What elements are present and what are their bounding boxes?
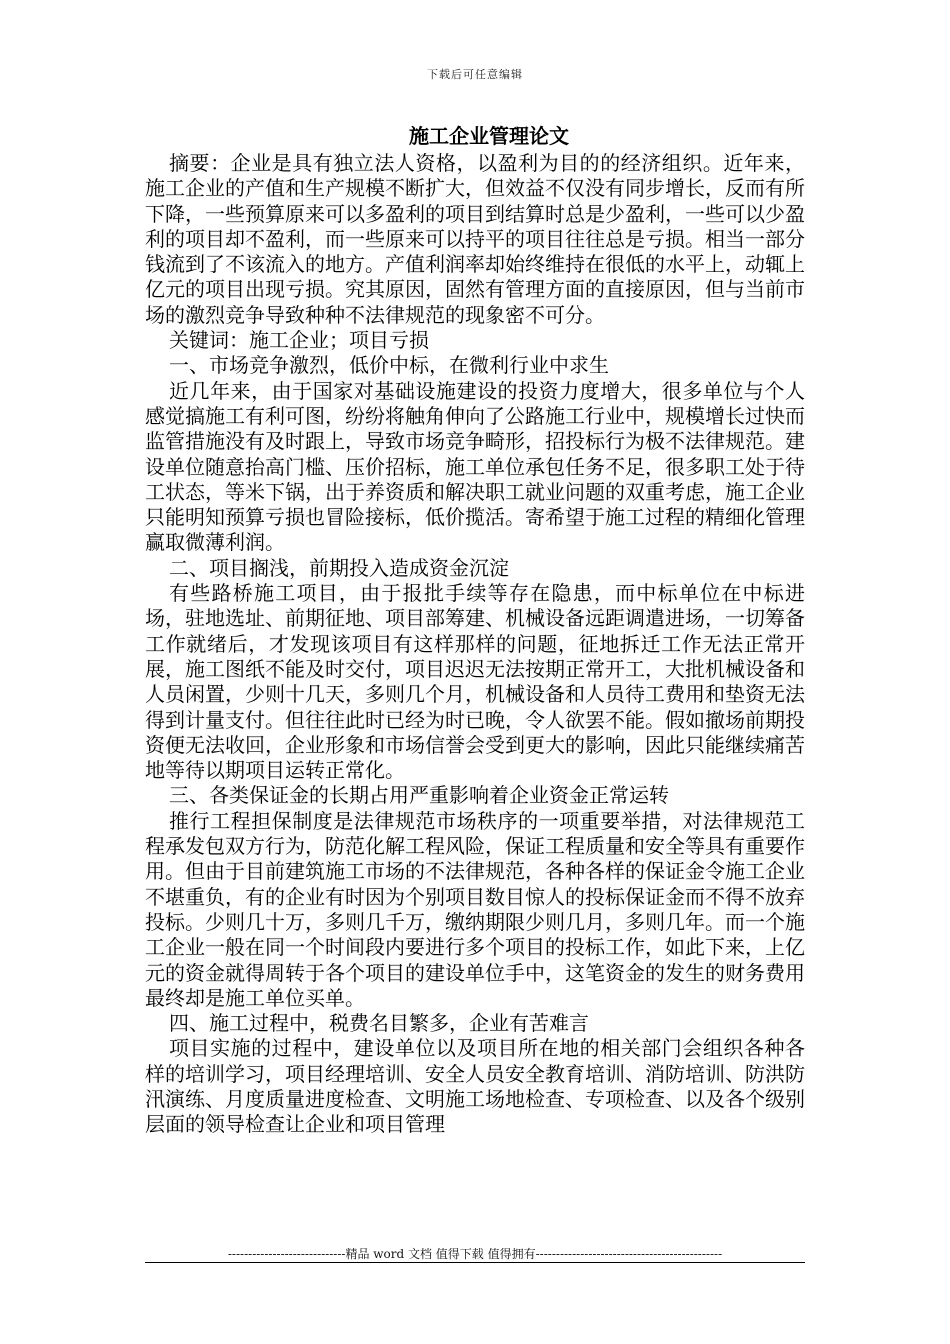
section-heading-4: 四、施工过程中，税费名目繁多，企业有苦难言: [169, 1011, 589, 1036]
document-body: [145, 121, 805, 1138]
section-heading-1: 一、市场竞争激烈，低价中标，在微利行业中求生: [169, 353, 609, 378]
section-heading-2: 二、项目搁浅，前期投入造成资金沉淀: [169, 555, 509, 580]
section-body-2: 有些路桥施工项目，由于报批手续等存在隐患，而中标单位在中标进场，驻地选址、前期征地、项目部筹建、机械设备远距调遣进场，一切筹备工作就绪后，才发现该项目有这样那样的问题，征地拆迁工作无法正常开展，施工图纸不能及时交付，项目迟迟无法按期正常开工，大批机械设备和人员闲置，少则十几天，多则几个月，机械设备和人员待工费用和垫资无法得到计量支付。但往往此时已经为时已晚，令人欲罢不能。假如撤场前期投资便无法收回，企业形象和市场信誉会受到更大的影响，因此只能继续痛苦地等待以期项目运转正常化。: [145, 581, 805, 783]
section-body-4: 项目实施的过程中，建设单位以及项目所在地的相关部门会组织各种各样的培训学习，项目经理培训、安全人员安全教育培训、消防培训、防洪防汛演练、月度质量进度检查、文明施工场地检查、专项检查、以及各个级别层面的领导检查让企业和项目管理: [145, 1036, 805, 1137]
keywords-line: 关键词：施工企业；项目亏损: [169, 328, 429, 353]
footer-divider: [145, 1262, 805, 1263]
section-body-1: 近几年来，由于国家对基础设施建设的投资力度增大，很多单位与个人感觉搞施工有利可图，纷纷将触角伸向了公路施工行业中，规模增长过快而监管措施没有及时跟上，导致市场竞争畸形，招投标行为极不法律规范。建设单位随意抬高门槛、压价招标，施工单位承包任务不足，很多职工处于待工状态，等米下锅，出于养资质和解决职工就业问题的双重考虑，施工企业只能明知预算亏损也冒险接标，低价揽活。寄希望于施工过程的精细化管理赢取微薄利润。: [145, 378, 805, 555]
section-heading-3: 三、各类保证金的长期占用严重影响着企业资金正常运转: [169, 783, 669, 808]
page-header: 下载后可任意编辑: [427, 68, 523, 81]
abstract-paragraph: 摘要：企业是具有独立法人资格，以盈利为目的的经济组织。近年来，施工企业的产值和生产规模不断扩大，但效益不仅没有同步增长，反而有所下降，一些预算原来可以多盈利的项目到结算时总是少盈利，一些可以少盈利的项目却不盈利，而一些原来可以持平的项目往往总是亏损。相当一部分钱流到了不该流入的地方。产值利润率却始终维持在很低的水平上，动辄上亿元的项目出现亏损。究其原因，固然有管理方面的直接原因，但与当前市场的激烈竞争导致种种不法律规范的现象密不可分。: [145, 151, 805, 327]
document-title: 施工企业管理论文: [409, 124, 569, 148]
section-body-3: 推行工程担保制度是法律规范市场秩序的一项重要举措，对法律规范工程承发包双方行为，防范化解工程风险，保证工程质量和安全等具有重要作用。但由于目前建筑施工市场的不法律规范，各种各样的保证金令施工企业不堪重负，有的企业有时因为个别项目数目惊人的投标保证金而不得不放弃投标。少则几十万，多则几千万，缴纳期限少则几月，多则几年。而一个施工企业一般在同一个时间段内要进行多个项目的投标工作，如此下来，上亿元的资金就得周转于各个项目的建设单位手中，这笔资金的发生的财务费用最终却是施工单位买单。: [145, 808, 805, 1010]
page-footer: -----------------------------精品 word 文档 值得下载 值得拥有----------------------------------------------: [227, 1247, 723, 1261]
